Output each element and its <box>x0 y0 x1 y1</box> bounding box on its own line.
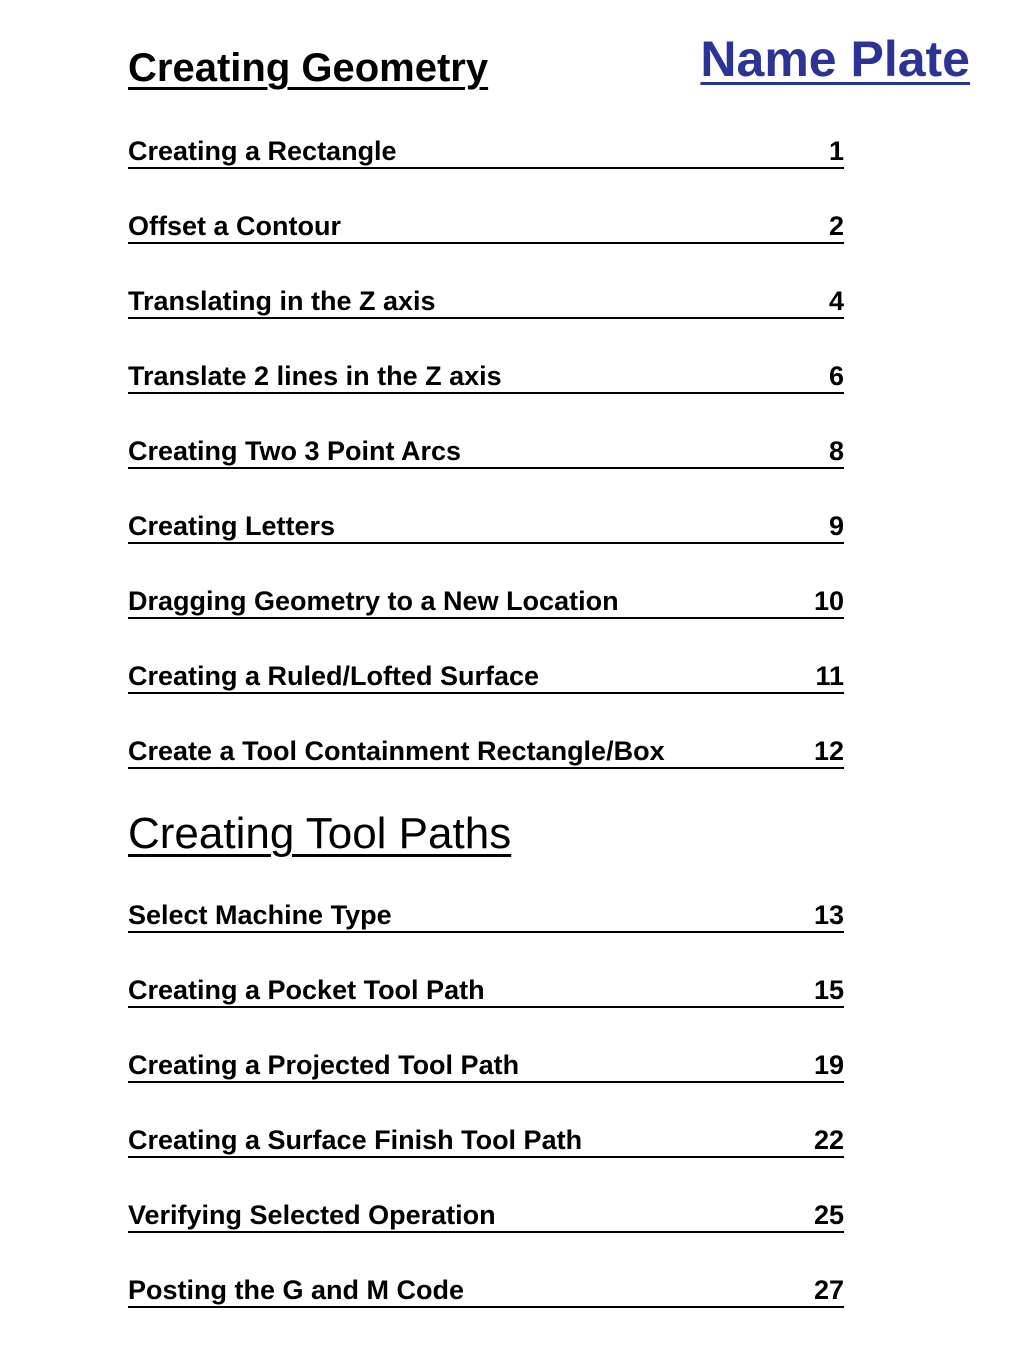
toc-entry-page: 2 <box>828 211 844 241</box>
toc-entry[interactable] <box>128 288 844 319</box>
toc-entry[interactable] <box>128 902 844 933</box>
toc-entry-page: 15 <box>813 975 844 1005</box>
toc-entry-title: Posting the G and M Code <box>128 1275 464 1305</box>
toc-entry-title: Verifying Selected Operation <box>128 1200 496 1230</box>
toc-entry-title: Creating a Ruled/Lofted Surface <box>128 661 540 691</box>
toc-entry[interactable] <box>128 1202 844 1233</box>
toc-entry-page: 1 <box>828 136 844 166</box>
toc-entry-title: Creating a Pocket Tool Path <box>128 975 485 1005</box>
toc-list-creating-tool-paths <box>128 902 844 1352</box>
toc-entry-page: 6 <box>828 361 844 391</box>
toc-entry[interactable] <box>128 1127 844 1158</box>
toc-entry-title: Creating a Projected Tool Path <box>128 1050 520 1080</box>
toc-entry[interactable] <box>128 363 844 394</box>
toc-entry[interactable] <box>128 738 844 769</box>
name-plate-link[interactable]: Name Plate <box>700 31 970 87</box>
toc-entry-page: 10 <box>813 586 844 616</box>
toc-entry[interactable] <box>128 138 844 169</box>
toc-entry[interactable] <box>128 1052 844 1083</box>
toc-entry-title: Translate 2 lines in the Z axis <box>128 361 502 391</box>
toc-entry-page: 25 <box>813 1200 844 1230</box>
toc-entry-page: 22 <box>813 1125 844 1155</box>
toc-entry-title: Creating a Surface Finish Tool Path <box>128 1125 583 1155</box>
toc-entry-page: 13 <box>813 900 844 930</box>
toc-entry[interactable] <box>128 588 844 619</box>
toc-entry[interactable] <box>128 977 844 1008</box>
toc-entry-page: 8 <box>828 436 844 466</box>
toc-entry-page: 19 <box>813 1050 844 1080</box>
toc-entry-page: 4 <box>828 286 844 316</box>
toc-entry-page: 12 <box>813 736 844 766</box>
toc-entry-title: Create a Tool Containment Rectangle/Box <box>128 736 665 766</box>
section-heading-creating-geometry: Creating Geometry <box>128 46 489 90</box>
toc-entry-title: Dragging Geometry to a New Location <box>128 586 619 616</box>
toc-entry-page: 11 <box>815 661 844 691</box>
toc-entry[interactable] <box>128 213 844 244</box>
toc-list-creating-geometry <box>128 138 844 813</box>
section-heading-creating-tool-paths: Creating Tool Paths <box>128 809 512 858</box>
toc-entry-page: 9 <box>828 511 844 541</box>
toc-entry[interactable] <box>128 663 844 694</box>
toc-entry[interactable] <box>128 1277 844 1308</box>
toc-entry-title: Offset a Contour <box>128 211 341 241</box>
toc-entry-title: Translating in the Z axis <box>128 286 436 316</box>
toc-entry-page: 27 <box>813 1275 844 1305</box>
toc-entry-title: Creating Letters <box>128 511 336 541</box>
toc-entry-title: Select Machine Type <box>128 900 392 930</box>
toc-entry-title: Creating Two 3 Point Arcs <box>128 436 462 466</box>
toc-entry[interactable] <box>128 438 844 469</box>
toc-entry-title: Creating a Rectangle <box>128 136 397 166</box>
toc-entry[interactable] <box>128 513 844 544</box>
